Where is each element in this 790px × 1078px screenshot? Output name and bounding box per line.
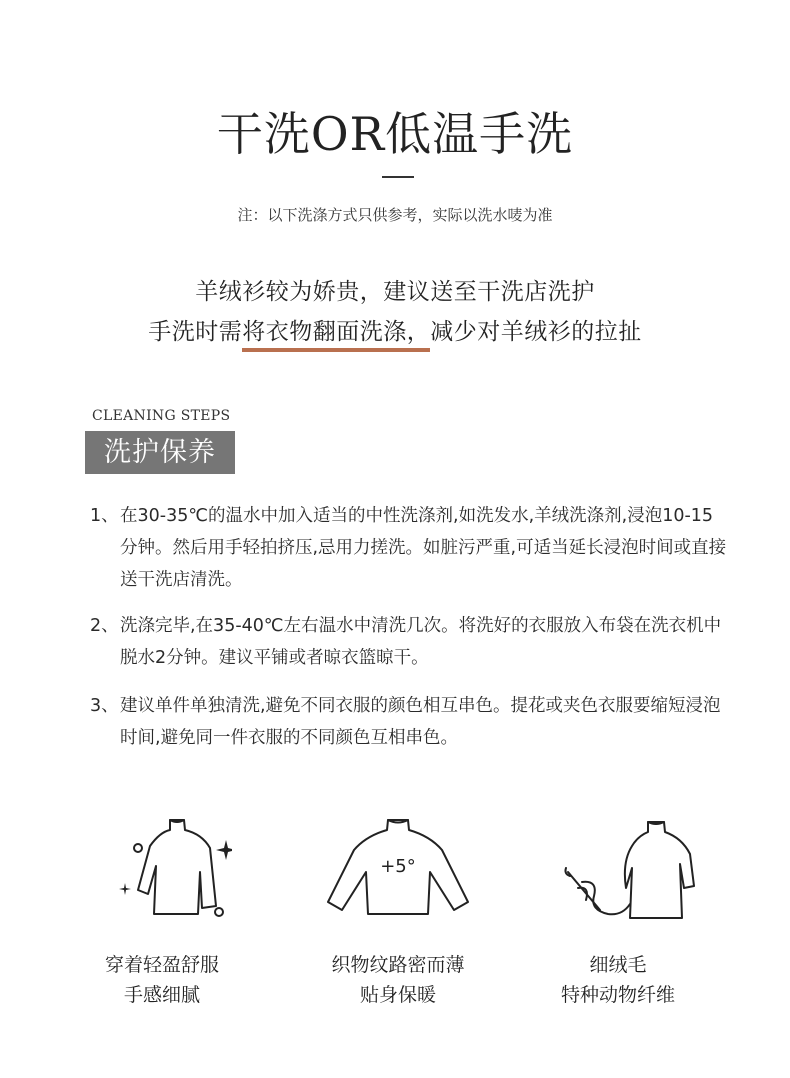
step-text: 建议单件单独清洗,避免不同衣服的颜色相互串色。提花或夹色衣服要缩短浸泡时间,避免同一件衣服的不同颜色互相串色。 [120, 696, 721, 748]
intro-line-2-suffix: 减少对羊绒衫的拉扯 [430, 319, 642, 345]
step-item [90, 690, 730, 754]
warm-badge: +5° [380, 856, 416, 877]
step-item [90, 500, 730, 596]
step-number: 1、 [90, 506, 119, 526]
feature-warm [298, 810, 498, 1010]
step-number: 2、 [90, 616, 119, 636]
intro-line-2-prefix: 手洗时需 [148, 319, 243, 345]
feature-caption-1: 穿着轻盈舒服 [104, 954, 219, 976]
title-divider [382, 176, 414, 178]
page-title: 干洗OR低温手洗 [216, 107, 574, 161]
sweater-warm-icon [318, 810, 478, 920]
intro-highlight: 将衣物翻面洗涤， [242, 313, 430, 346]
feature-fine-fiber [518, 810, 718, 1010]
care-note: 注：以下洗涤方式只供参考，实际以洗水唛为准 [237, 206, 553, 224]
step-text: 在30-35℃的温水中加入适当的中性洗涤剂,如洗发水,羊绒洗涤剂,浸泡10-15分钟。然后用手轻拍挤压,忌用力搓洗。如脏污严重,可适当延长浸泡时间或直接送干洗店清洗。 [120, 506, 727, 590]
section-label-en: CLEANING STEPS [92, 408, 231, 424]
feature-caption-1: 细绒毛 [589, 954, 647, 976]
section-badge: 洗护保养 [85, 431, 235, 474]
intro-line-2 [0, 313, 790, 346]
intro-line-1: 羊绒衫较为娇贵，建议送至干洗店洗护 [195, 279, 595, 305]
feature-caption-2: 特种动物纤维 [560, 984, 675, 1006]
sweater-needle-icon [538, 810, 698, 920]
step-item [90, 610, 730, 674]
feature-lightweight [62, 810, 262, 1010]
feature-caption-2: 贴身保暖 [359, 984, 436, 1006]
sweater-sparkle-icon [92, 810, 232, 920]
step-text: 洗涤完毕,在35-40℃左右温水中清洗几次。将洗好的衣服放入布袋在洗衣机中脱水2分钟。建议平铺或者晾衣篮晾干。 [120, 616, 722, 668]
feature-caption-2: 手感细腻 [123, 984, 200, 1006]
step-number: 3、 [90, 696, 119, 716]
feature-caption-1: 织物纹路密而薄 [331, 954, 465, 976]
